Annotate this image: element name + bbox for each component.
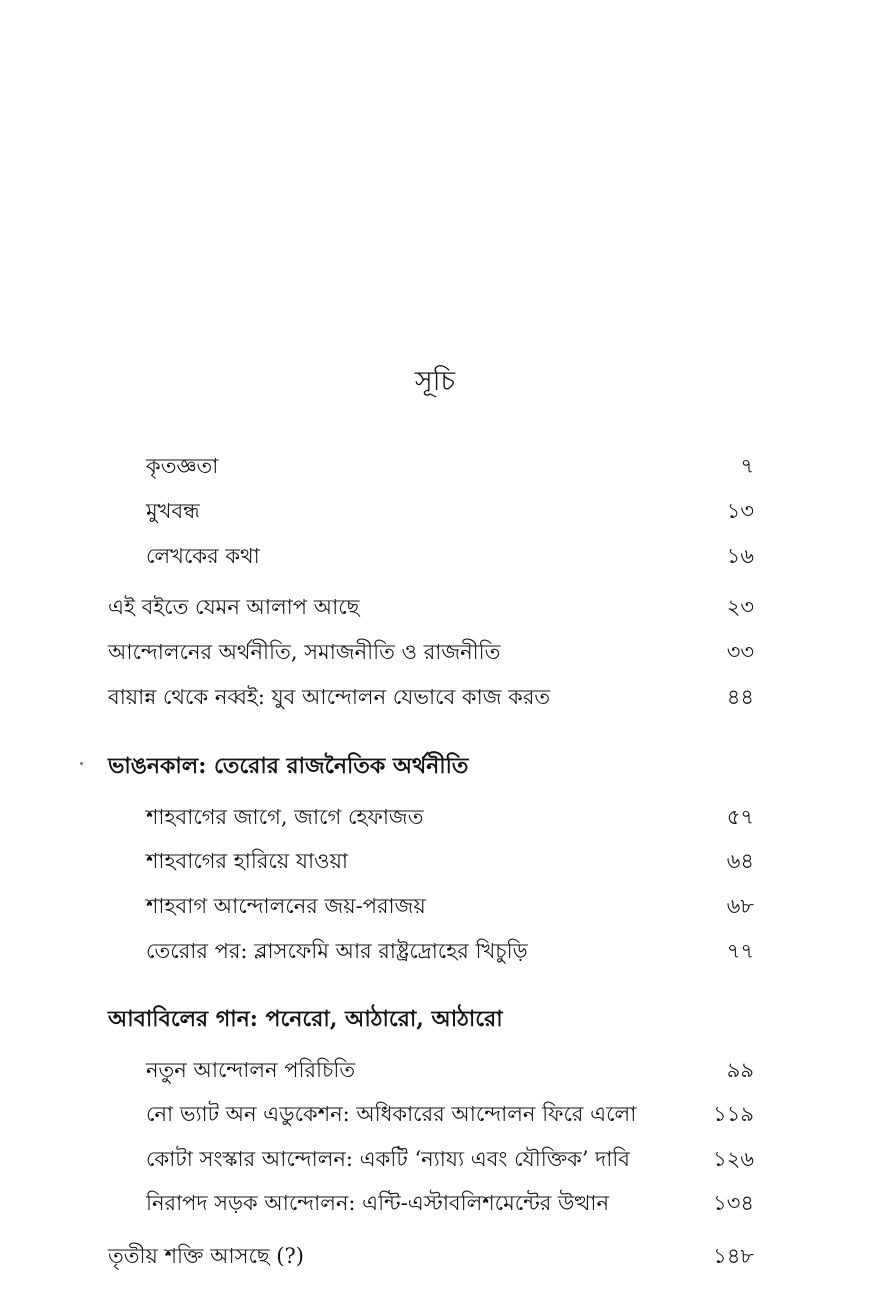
- toc-entry: [108, 1238, 754, 1274]
- toc-entry-label: এই বইতে যেমন আলাপ আছে: [108, 595, 360, 619]
- toc-entry-label: তেরোর পর: ব্লাসফেমি আর রাষ্ট্রদ্রোহের খিচুড়ি: [146, 939, 528, 963]
- toc-entry-page: ৪৪: [726, 685, 754, 709]
- toc-entry-page: ১৩৪: [713, 1191, 754, 1215]
- toc-entry: [108, 448, 754, 484]
- toc-entry: [108, 538, 754, 574]
- toc-entry-label: শাহবাগ আন্দোলনের জয়-পরাজয়: [146, 894, 426, 918]
- toc-entry-label: মুখবন্ধ: [146, 499, 200, 523]
- toc-entry-page: ৩৩: [726, 640, 754, 664]
- toc-entry-label: শাহবাগের হারিয়ে যাওয়া: [146, 849, 349, 873]
- toc-entry-page: ২৩: [726, 595, 754, 619]
- toc-entry-page: ৬৮: [726, 894, 754, 918]
- toc-entry-page: ৬৪: [726, 849, 754, 873]
- speck: [80, 762, 83, 765]
- toc-entry-label: নিরাপদ সড়ক আন্দোলন: এন্টি-এস্টাবলিশমেন্টের উত্থান: [146, 1191, 610, 1215]
- toc-entry: [108, 1141, 754, 1177]
- toc-entry-page: ১৪৮: [713, 1244, 754, 1268]
- toc-entry: [108, 888, 754, 924]
- toc-entry: [108, 1096, 754, 1132]
- toc-entry-label: কোটা সংস্কার আন্দোলন: একটি ‘ন্যায্য এবং যৌক্তিক’ দাবি: [146, 1147, 630, 1171]
- toc-entry: [108, 634, 754, 670]
- toc-entry-label: নো ভ্যাট অন এডুকেশন: অধিকারের আন্দোলন ফিরে এলো: [146, 1102, 637, 1126]
- toc-entry-label: বায়ান্ন থেকে নব্বই: যুব আন্দোলন যেভাবে কাজ করত: [108, 685, 551, 709]
- toc-entry-page: ৭৭: [726, 939, 754, 963]
- toc-entry-page: ১৩: [726, 499, 754, 523]
- toc-title: সূচি: [414, 366, 456, 397]
- part-heading: ভাঙনকাল: তেরোর রাজনৈতিক অর্থনীতি: [108, 753, 469, 779]
- toc-entry: [108, 1185, 754, 1221]
- part-heading: আবাবিলের গান: পনেরো, আঠারো, আঠারো: [108, 1006, 503, 1032]
- toc-entry-label: শাহবাগের জাগে, জাগে হেফাজত: [146, 805, 424, 829]
- toc-entry: [108, 679, 754, 715]
- toc-entry: [108, 1052, 754, 1088]
- toc-entry-page: ১১৯: [713, 1102, 754, 1126]
- toc-entry-page: ১২৬: [713, 1147, 754, 1171]
- toc-entry-label: তৃতীয় শক্তি আসছে (?): [108, 1244, 304, 1268]
- toc-entry: [108, 933, 754, 969]
- toc-entry-page: ৭: [740, 454, 754, 478]
- toc-entry: [108, 493, 754, 529]
- toc-entry-label: কৃতজ্ঞতা: [146, 454, 219, 478]
- toc-entry-label: নতুন আন্দোলন পরিচিতি: [146, 1058, 356, 1082]
- toc-entry-label: আন্দোলনের অর্থনীতি, সমাজনীতি ও রাজনীতি: [108, 640, 501, 664]
- toc-entry-page: ১৬: [726, 544, 754, 568]
- toc-entry: [108, 589, 754, 625]
- toc-entry: [108, 843, 754, 879]
- toc-entry-page: ৯৯: [726, 1058, 754, 1082]
- toc-entry-page: ৫৭: [726, 805, 754, 829]
- toc-entry-label: লেখকের কথা: [146, 544, 260, 568]
- toc-entry: [108, 799, 754, 835]
